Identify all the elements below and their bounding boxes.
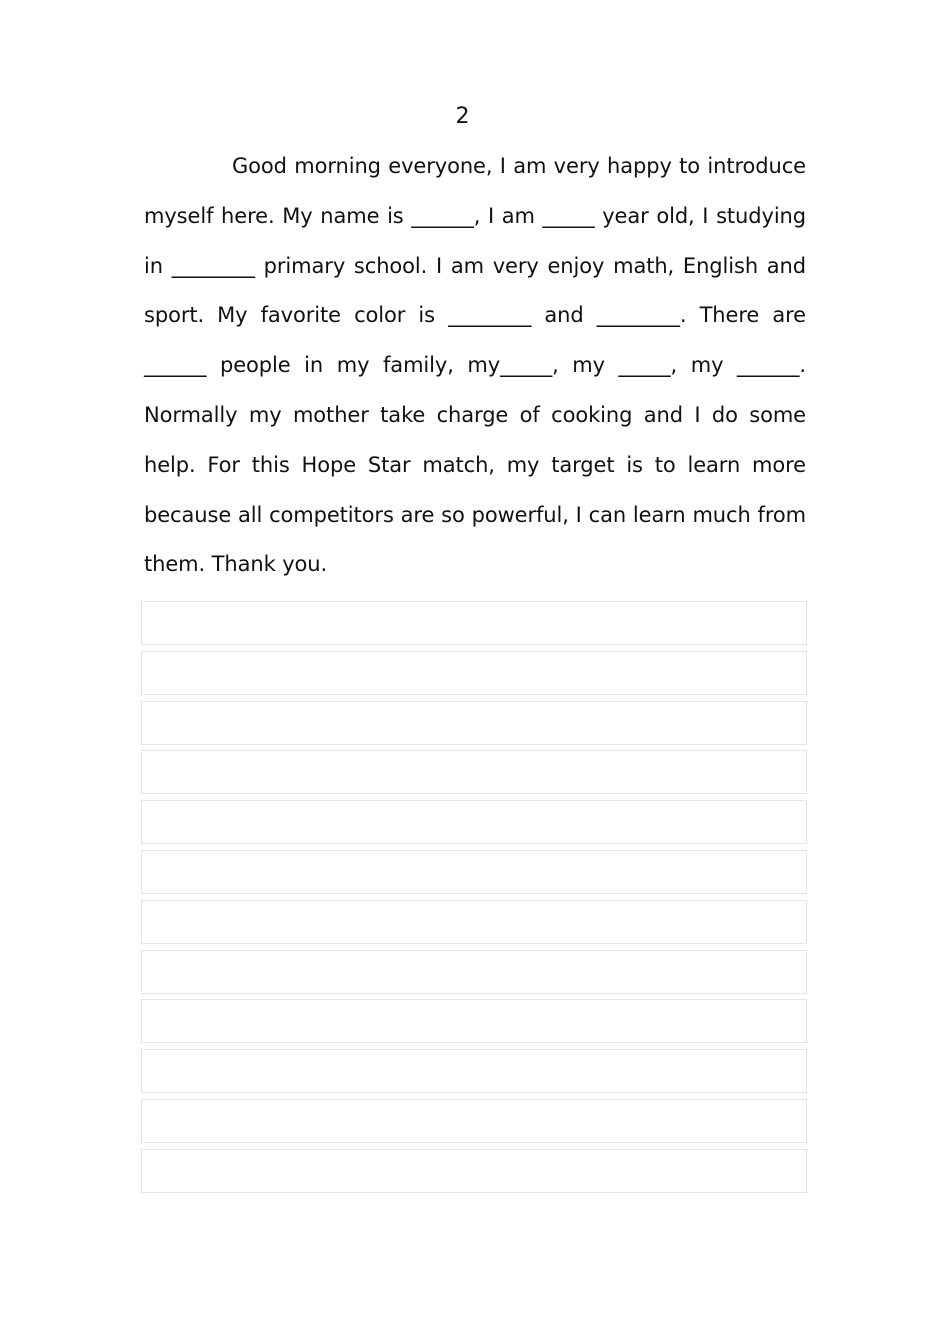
writing-line[interactable] [141,900,807,944]
writing-line[interactable] [141,701,807,745]
writing-line[interactable] [141,1049,807,1093]
intro-paragraph: Good morning everyone, I am very happy to introduce myself here. My name is ______, I am _____ year old, I studying in ________ primary school. I am very enjoy math, English and sport. My favorite color is ________ and ________. There are ______ people in my family, my_____, my _____, my ______. Normally my mother take charge of cooking and I do some help. For this Hope Star match, my target is to learn more because all competitors are so powerful, I can learn much from them. Thank you. [144,154,806,577]
writing-line[interactable] [141,950,807,994]
writing-line[interactable] [141,601,807,645]
writing-line[interactable] [141,800,807,844]
writing-line[interactable] [141,750,807,794]
page-number: 2 [455,104,470,129]
writing-lines [141,601,809,1195]
writing-line[interactable] [141,1099,807,1143]
writing-line[interactable] [141,1149,807,1193]
writing-line[interactable] [141,651,807,695]
writing-line[interactable] [141,850,807,894]
writing-line[interactable] [141,999,807,1043]
